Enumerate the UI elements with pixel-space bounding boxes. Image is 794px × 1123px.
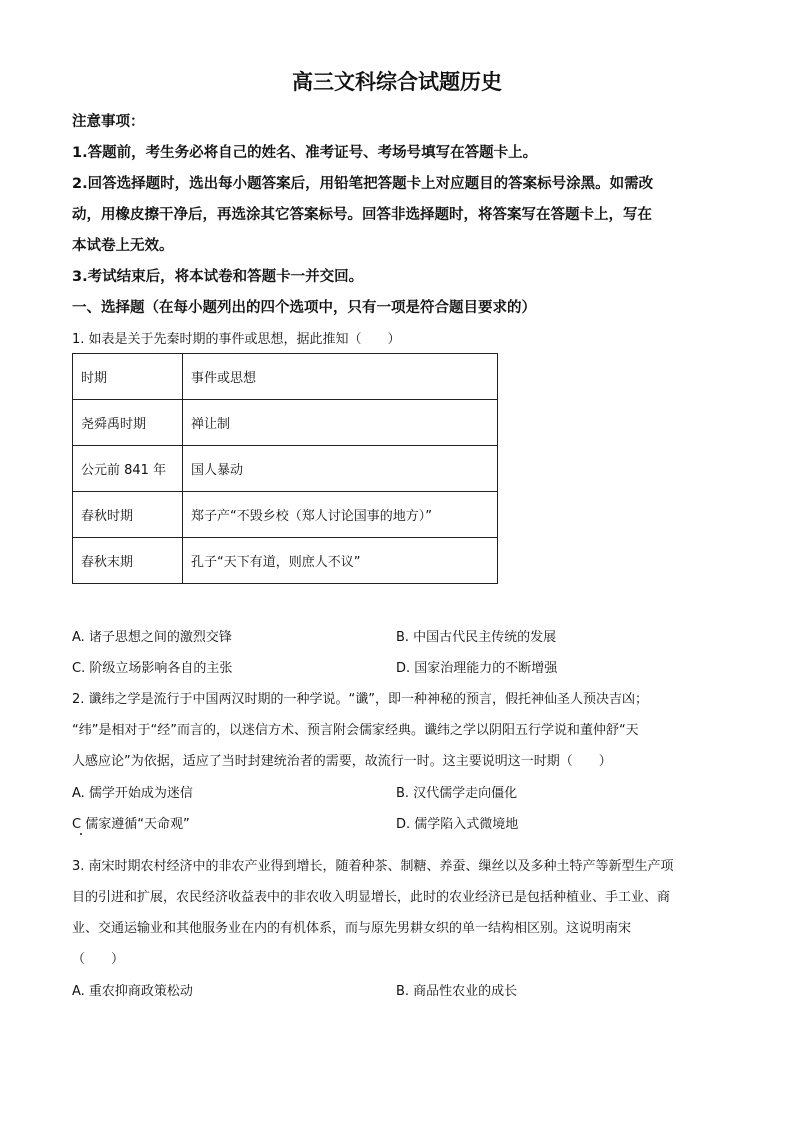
notice-line-2c: 本试卷上无效。 [72,238,174,254]
notice-line-3: 3.考试结束后，将本试卷和答题卡一并交回。 [72,269,364,285]
page-title: 高三文科综合试题历史 [292,70,502,94]
table-cell: 春秋时期 [73,492,183,538]
notice-heading: 注意事项： [72,114,145,130]
notice-line-2b: 动，用橡皮擦干净后，再选涂其它答案标号。回答非选择题时，将答案写在答题卡上，写在 [72,207,652,223]
table-row [73,538,498,584]
q2-line-2: “纬”是相对于“经”而言的，以迷信方术、预言附会儒家经典。谶纬之学以阴阳五行学说和董仲舒“天 [72,723,639,738]
q3-line-2: 目的引进和扩展，农民经济收益表中的非农收入明显增长，此时的农业经济已是包括种植业、手工业、商 [72,890,671,905]
q2-option-b: B. 汉代儒学走向僵化 [396,786,518,801]
table-cell: 公元前 841 年 [73,446,183,492]
stray-dot [80,833,82,835]
table-row [73,492,498,538]
q3-line-1: 3. 南宋时期农村经济中的非农产业得到增长，随着种茶、制糖、养蚕、缫丝以及多种土特产等新型生产项 [72,859,674,874]
q1-table [72,353,498,584]
q2-line-3: 人感应论”为依据，适应了当时封建统治者的需要，故流行一时。这主要说明这一时期（ ） [72,754,612,769]
q2-option-a: A. 儒学开始成为迷信 [72,786,193,801]
table-cell: 国人暴动 [183,446,498,492]
table-row [73,400,498,446]
q1-option-c: C. 阶级立场影响各自的主张 [72,661,233,676]
table-row [73,354,498,400]
q3-line-4: （ ） [72,952,125,967]
q1-option-d: D. 国家治理能力的不断增强 [396,661,558,676]
q1-option-b: B. 中国古代民主传统的发展 [396,630,557,645]
table-cell: 事件或思想 [183,354,498,400]
q3-option-a: A. 重农抑商政策松动 [72,984,193,999]
section-heading: 一、选择题（在每小题列出的四个选项中，只有一项是符合题目要求的） [72,300,536,316]
table-row [73,446,498,492]
q1-stem: 1. 如表是关于先秦时期的事件或思想，据此推知（ ） [72,332,401,347]
q1-option-a: A. 诸子思想之间的激烈交锋 [72,630,232,645]
q3-line-3: 业、交通运输业和其他服务业在内的有机体系，而与原先男耕女织的单一结构相区别。这说明南宋 [72,921,632,936]
q2-option-d: D. 儒学陷入式微境地 [396,817,519,832]
table-cell: 春秋末期 [73,538,183,584]
table-cell: 孔子“天下有道，则庶人不议” [183,538,498,584]
table-cell: 禅让制 [183,400,498,446]
table-cell: 时期 [73,354,183,400]
table-cell: 郑子产“不毁乡校（郑人讨论国事的地方）” [183,492,498,538]
q2-option-c: C 儒家遵循“天命观” [72,817,190,832]
table-cell: 尧舜禹时期 [73,400,183,446]
notice-line-2a: 2.回答选择题时，选出每小题答案后，用铅笔把答题卡上对应题目的答案标号涂黑。如需改 [72,176,654,192]
q3-option-b: B. 商品性农业的成长 [396,984,518,999]
q2-line-1: 2. 谶纬之学是流行于中国两汉时期的一种学说。“谶”，即一种神秘的预言，假托神仙圣人预决吉凶； [72,692,649,707]
notice-line-1: 1.答题前，考生务必将自己的姓名、准考证号、考场号填写在答题卡上。 [72,145,538,161]
